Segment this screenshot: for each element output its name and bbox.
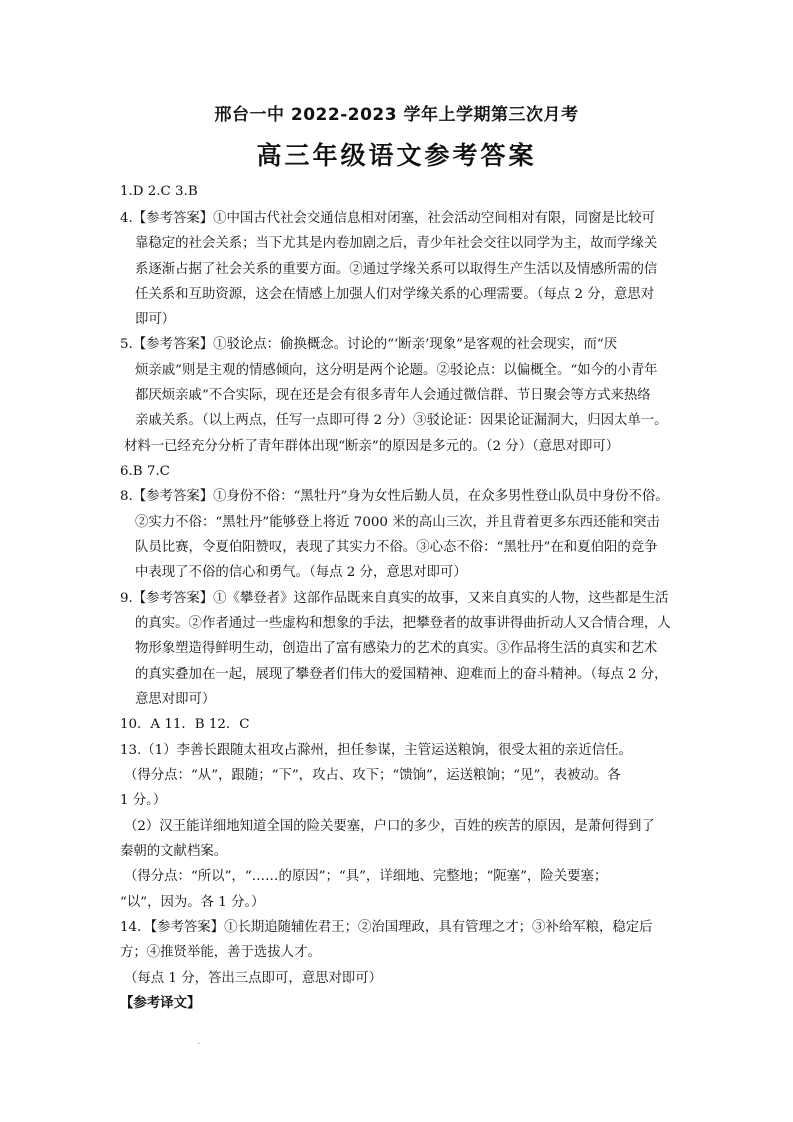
answer-line: 6.B 7.C — [120, 464, 170, 479]
answer-line: 材料一已经充分分析了青年群体出现“断亲”的原因是多元的。（2 分）（意思对即可） — [124, 439, 620, 454]
answer-line: 系逐渐占据了社会关系的重要方面。②通过学缘关系可以取得生产生活以及情感所需的信 — [135, 262, 658, 277]
answer-line: 方；④推贤举能，善于选拔人才。 — [120, 945, 321, 960]
answer-line: （得分点：“所以”，“……的原因”；“具”，详细地、完整地；“阨塞”，险关要塞； — [124, 869, 608, 884]
answer-line: 4.【参考答案】①中国古代社会交通信息相对闭塞，社会活动空间相对有限，同窗是比较可 — [120, 211, 656, 226]
document-title: 邢台一中 2022-2023 学年上学期第三次月考 — [214, 105, 579, 125]
answer-line: 烦亲戚”则是主观的情感倾向，这分明是两个论题。②驳论点：以偏概全。“如今的小青年 — [135, 363, 658, 378]
answer-line: 任关系和互助资源，这会在情感上加强人们对学缘关系的心理需要。（每点 2 分，意思对 — [135, 287, 655, 302]
document-subtitle: 高三年级语文参考答案 — [256, 141, 537, 170]
answer-line: 亲戚关系。（以上两点，任写一点即可得 2 分）③驳论证：因果论证漏洞大，归因太单一。 — [135, 413, 668, 428]
scan-speck — [198, 1043, 200, 1044]
answer-line: 8.【参考答案】①身份不俗：“黑牡丹”身为女性后勤人员，在众多男性登山队员中身份不俗。 — [120, 489, 669, 504]
answer-line: 队员比赛，令夏伯阳赞叹，表现了其实力不俗。③心态不俗：“黑牡丹”在和夏伯阳的竞争 — [135, 540, 658, 555]
answer-line: 的真实。②作者通过一些虚构和想象的手法，把攀登者的故事讲得曲折动人又合情合理，人 — [135, 616, 671, 631]
answer-line: 中表现了不俗的信心和勇气。（每点 2 分，意思对即可） — [135, 565, 467, 580]
answer-line: 13.（1）李善长跟随太祖攻占滁州，担任参谋，主管运送粮饷，很受太祖的亲近信任。 — [120, 743, 632, 758]
answer-line: 10．A 11．B 12．C — [120, 717, 250, 732]
answer-line: 即可） — [135, 312, 176, 327]
answer-line: 物形象塑造得鲜明生动，创造出了富有感染力的艺术的真实。③作品将生活的真实和艺术 — [135, 641, 658, 656]
answer-line: 1 分。） — [120, 793, 167, 808]
answer-line: 14．【参考答案】①长期追随辅佐君王；②治国理政，具有管理之才；③补给军粮，稳定后 — [120, 920, 653, 935]
section-heading: 【参考译文】 — [120, 996, 201, 1011]
answer-line: 5.【参考答案】①驳论点：偷换概念。讨论的“‘断亲’现象”是客观的社会现实，而“厌 — [120, 337, 618, 352]
answer-line: （每点 1 分，答出三点即可，意思对即可） — [124, 971, 383, 986]
answer-line: ②实力不俗：“黑牡丹”能够登上将近 7000 米的高山三次，并且背着更多东西还能和突击 — [135, 515, 660, 530]
answer-line: “以”，因为。各 1 分。） — [120, 895, 265, 910]
answer-line: 靠稳定的社会关系；当下尤其是内卷加剧之后，青少年社会交往以同学为主，故而学缘关 — [135, 236, 658, 251]
answer-line: 9.【参考答案】①《攀登者》这部作品既来自真实的故事，又来自真实的人物，这些都是生活 — [120, 591, 669, 606]
answer-line: 秦朝的文献档案。 — [120, 844, 228, 859]
answer-line: （2）汉王能详细地知道全国的险关要塞，户口的多少，百姓的疾苦的原因，是萧何得到了 — [124, 819, 655, 834]
answer-line: 都厌烦亲戚”不合实际，现在还是会有很多青年人会通过微信群、节日聚会等方式来热络 — [135, 388, 651, 403]
answer-line: （得分点：“从”，跟随；“下”，攻占、攻下；“馈饷”，运送粮饷；“见”，表被动。各 — [124, 768, 621, 783]
answer-line: 的真实叠加在一起，展现了攀登者们伟大的爱国精神、迎难而上的奋斗精神。（每点 2 分， — [135, 667, 668, 682]
answer-line: 1.D 2.C 3.B — [120, 184, 198, 199]
answer-line: 意思对即可） — [135, 692, 216, 707]
